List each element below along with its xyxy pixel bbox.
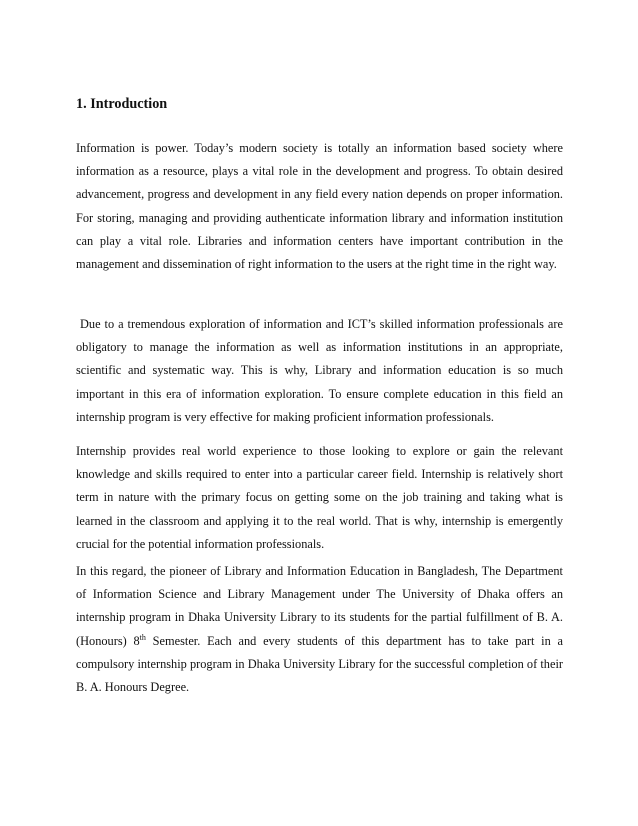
paragraph-3: Internship provides real world experience to those looking to explore or gain the relevant knowledge and skills required to enter into a particular career field. Internship is relatively short term in nature with the primary focus on getting some on the job training and taking what is learned in the classroom and applying it to the real world. That is why, internship is emergently crucial for the potential information professionals.: [76, 444, 563, 551]
paragraph-1: Information is power. Today’s modern society is totally an information based society where information as a resource, plays a vital role in the development and progress. To obtain desired advancement, progress and development in any field every nation depends on proper information. For storing, managing and providing authenticate information library and information institution can play a vital role. Libraries and information centers have important contribution in the management and dissemination of right information to the users at the right time in the right way.: [76, 141, 563, 272]
paragraph-4-text-start: In this regard, the pioneer of Library and Information Education in Bangladesh, The Department of Information Science and Library Management under The University of Dhaka offers an internship program in Dhaka University Library to its students for the partial fulfillment of B. A. (Honours) 8: [76, 564, 563, 648]
paragraph-2: Due to a tremendous exploration of information and ICT’s skilled information professionals are obligatory to manage the information as well as information institutions in an appropriate, scientific and systematic way. This is why, Library and information education is so much important in this era of information exploration. To ensure complete education in this field an internship program is very effective for making proficient information professionals.: [76, 317, 567, 424]
section-heading: 1. Introduction: [76, 96, 168, 112]
paragraph-4-text-end: Semester. Each and every students of this department has to take part in a compulsory internship program in Dhaka University Library for the successful completion of their B. A. Honours Degree.: [76, 633, 563, 695]
paragraph-4: [76, 560, 563, 699]
ordinal-superscript: th: [139, 632, 146, 642]
